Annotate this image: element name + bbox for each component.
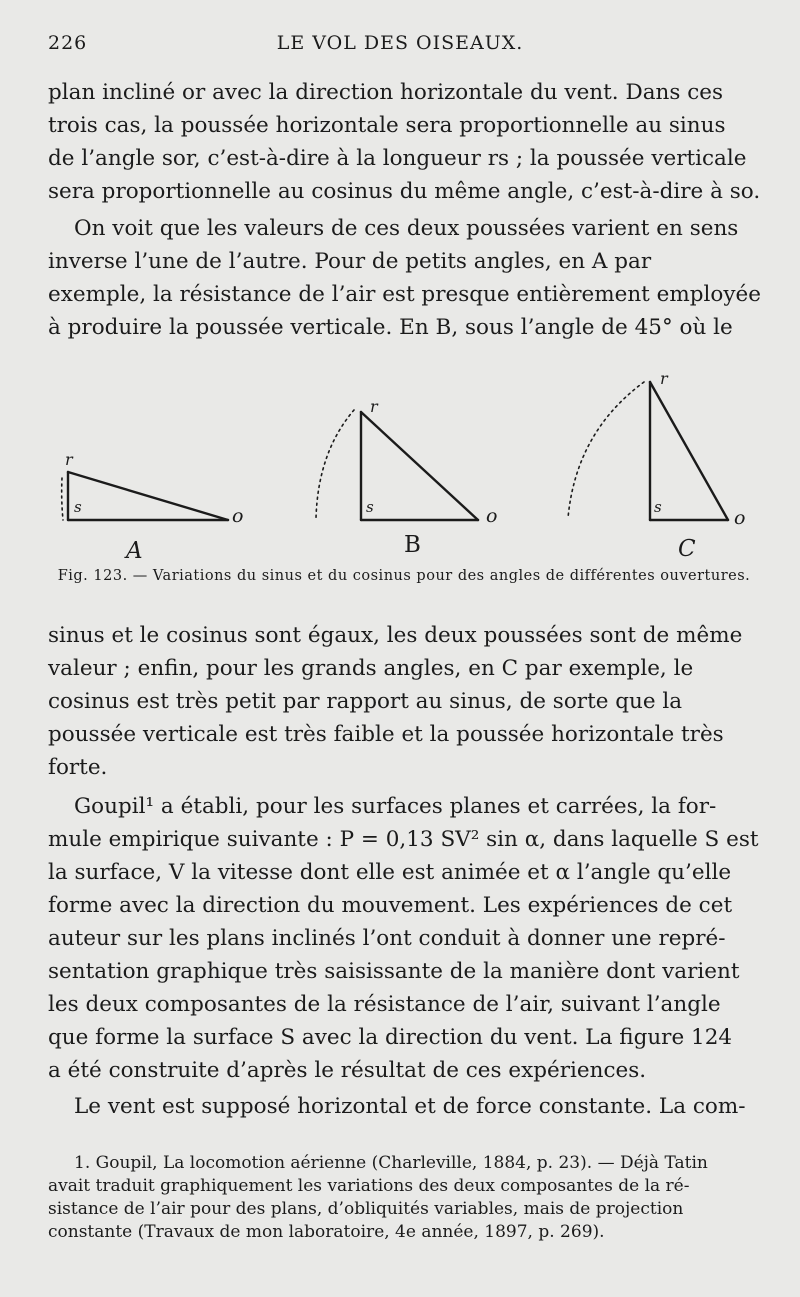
footnote-line: 1. Goupil, La locomotion aérienne (Charleville, 1884, p. 23). — Déjà Tatin: [74, 1153, 708, 1173]
label-a-s: s: [74, 498, 82, 516]
text-line: cosinus est très petit par rapport au sinus, de sorte que la: [48, 689, 683, 714]
page-header: [48, 32, 752, 60]
running-title: LE VOL DES OISEAUX.: [276, 32, 524, 54]
text-line: trois cas, la poussée horizontale sera proportionnelle au sinus: [48, 113, 726, 138]
text-line: Goupil¹ a établi, pour les surfaces planes et carrées, la for-: [74, 794, 717, 819]
text-line: forte.: [48, 755, 108, 780]
page-number: 226: [48, 32, 88, 54]
figure-caption: Fig. 123. — Variations du sinus et du cosinus pour des angles de différentes ouvertures.: [57, 568, 751, 584]
text-line: sentation graphique très saisissante de la manière dont varient: [48, 959, 740, 984]
label-c-o: o: [734, 507, 746, 529]
label-b-o: o: [486, 505, 498, 527]
label-c-s: s: [654, 498, 662, 516]
label-a: A: [126, 538, 143, 560]
text-line: inverse l’une de l’autre. Pour de petits angles, en A par: [48, 249, 652, 274]
paragraph-4: [48, 790, 760, 1087]
text-line: mule empirique suivante : P = 0,13 SV² sin α, dans laquelle S est: [48, 827, 759, 852]
label-b-r: r: [370, 397, 378, 416]
triangle-b-arc: [316, 410, 354, 518]
text-line: forme avec la direction du mouvement. Les expériences de cet: [48, 893, 733, 918]
text-line: la surface, V la vitesse dont elle est animée et α l’angle qu’elle: [48, 860, 732, 885]
text-line: exemple, la résistance de l’air est presque entièrement employée: [48, 282, 761, 307]
text-line: Le vent est supposé horizontal et de force constante. La com-: [74, 1094, 746, 1119]
paragraph-5: [48, 1090, 760, 1123]
paragraph-2: [48, 212, 760, 344]
text-line: auteur sur les plans inclinés l’ont conduit à donner une repré-: [48, 926, 726, 951]
triangle-a-arc: [62, 478, 63, 520]
text-line: de l’angle sor, c’est-à-dire à la longueur rs ; la poussée verticale: [48, 146, 747, 171]
label-c: C: [678, 536, 696, 560]
footnote-line: constante (Travaux de mon laboratoire, 4e année, 1897, p. 269).: [48, 1222, 605, 1242]
paragraph-1: [48, 76, 760, 208]
triangle-b-hypotenuse: [361, 412, 478, 520]
figure-123: [48, 360, 760, 560]
label-a-r: r: [65, 450, 73, 469]
label-b: B: [404, 532, 421, 558]
text-line: les deux composantes de la résistance de l’air, suivant l’angle: [48, 992, 721, 1017]
text-line: On voit que les valeurs de ces deux poussées varient en sens: [74, 216, 739, 241]
triangles-diagram: [48, 360, 760, 560]
label-b-s: s: [366, 498, 374, 516]
text-line: plan incliné or avec la direction horizontale du vent. Dans ces: [48, 80, 724, 105]
footnote-line: avait traduit graphiquement les variations des deux composantes de la ré-: [48, 1176, 690, 1196]
paragraph-3: [48, 619, 760, 784]
text-line: que forme la surface S avec la direction du vent. La figure 124: [48, 1025, 733, 1050]
triangle-a-hypotenuse: [68, 472, 228, 520]
text-line: sera proportionnelle au cosinus du même angle, c’est-à-dire à so.: [48, 179, 761, 204]
text-line: poussée verticale est très faible et la poussée horizontale très: [48, 722, 724, 747]
text-line: à produire la poussée verticale. En B, sous l’angle de 45° où le: [48, 315, 733, 340]
text-line: valeur ; enfin, pour les grands angles, en C par exemple, le: [48, 656, 694, 681]
triangle-c-arc: [568, 382, 644, 518]
label-a-o: o: [232, 505, 244, 527]
text-line: sinus et le cosinus sont égaux, les deux poussées sont de même: [48, 623, 743, 648]
footnote-line: sistance de l’air pour des plans, d’obliquités variables, mais de projection: [48, 1199, 684, 1219]
footnotes: [48, 1152, 760, 1244]
text-line: a été construite d’après le résultat de ces expériences.: [48, 1058, 647, 1083]
label-c-r: r: [660, 369, 668, 388]
